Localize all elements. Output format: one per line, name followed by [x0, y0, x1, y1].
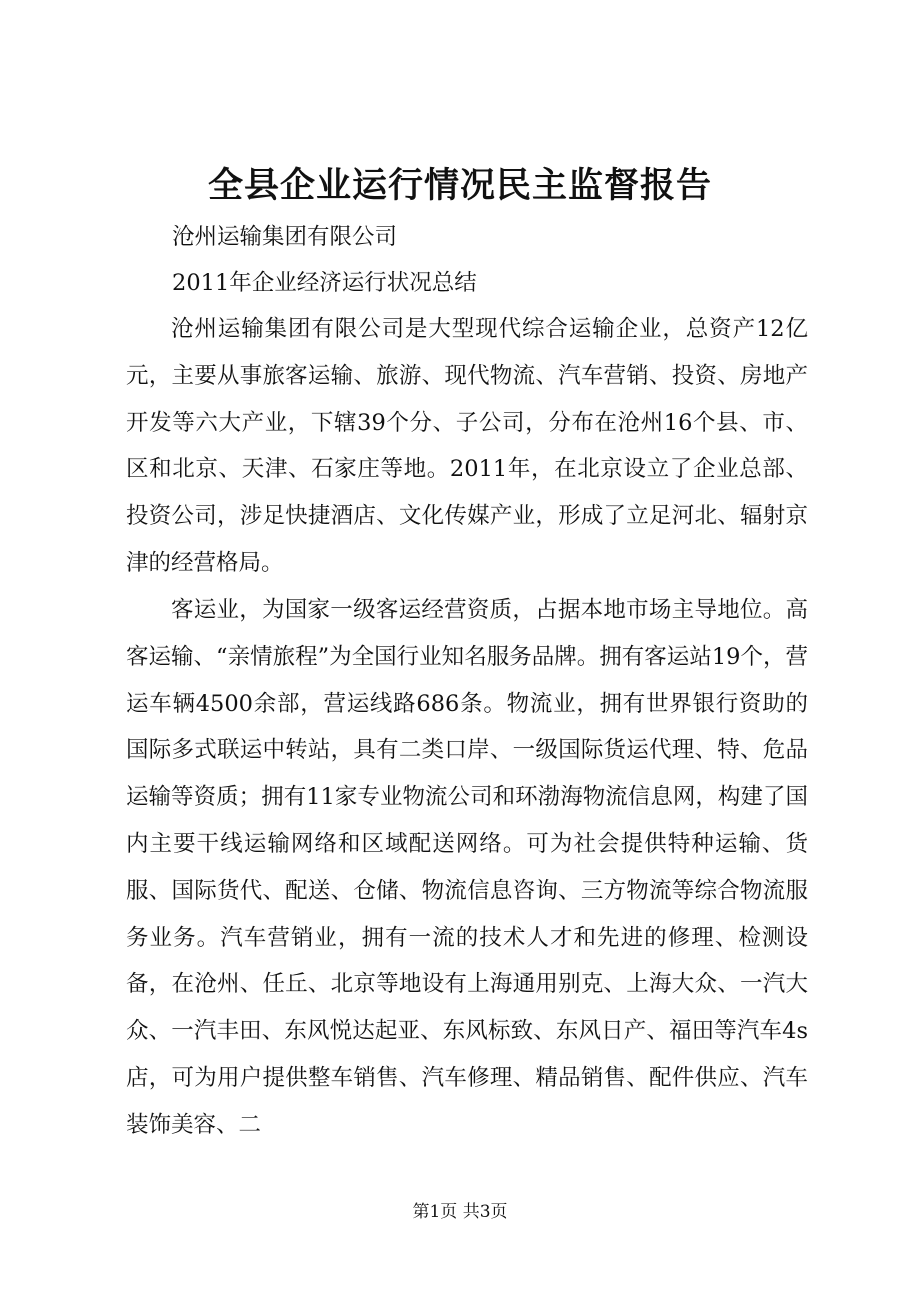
paragraph-intro: 沧州运输集团有限公司是大型现代综合运输企业，总资产12亿元，主要从事旅客运输、旅游、现代物流、汽车营销、投资、房地产开发等六大产业，下辖39个分、子公司，分布在沧州16个县、市、区和北京、天津、石家庄等地。2011年，在北京设立了企业总部、投资公司，涉足快捷酒店、文化传媒产业，形成了立足河北、辐射京津的经营格局。: [126, 316, 808, 576]
document-subtitle: 2011年企业经济运行状况总结: [172, 270, 477, 296]
document-title: 全县企业运行情况民主监督报告: [207, 165, 712, 206]
page-indicator: 第1页 共3页: [412, 1202, 508, 1222]
company-name: 沧州运输集团有限公司: [172, 224, 398, 250]
paragraph-business: 客运业，为国家一级客运经营资质，占据本地市场主导地位。高客运输、“亲情旅程”为全国行业知名服务品牌。拥有客运站19个，营运车辆4500余部，营运线路686条。物流业，拥有世界银行资助的国际多式联运中转站，具有二类口岸、一级国际货运代理、特、危品运输等资质；拥有11家专业物流公司和环渤海物流信息网，构建了国内主要干线运输网络和区域配送网络。可为社会提供特种运输、货服、国际货代、配送、仓储、物流信息咨询、三方物流等综合物流服务业务。汽车营销业，拥有一流的技术人才和先进的修理、检测设备，在沧州、任丘、北京等地设有上海通用别克、上海大众、一汽大众、一汽丰田、东风悦达起亚、东风标致、东风日产、福田等汽车4s店，可为用户提供整车销售、汽车修理、精品销售、配件供应、汽车装饰美容、二: [126, 597, 808, 1138]
